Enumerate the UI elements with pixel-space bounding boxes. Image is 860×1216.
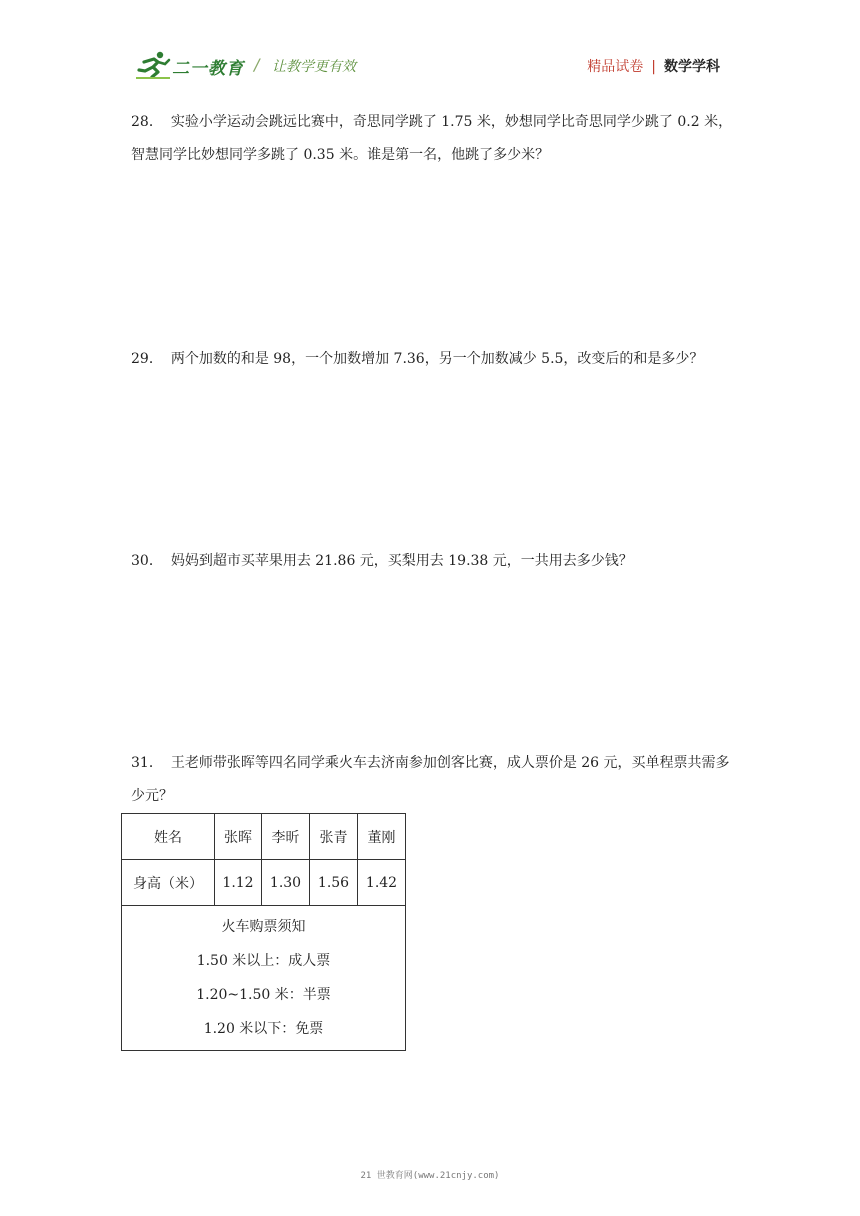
question-text: 王老师带张晖等四名同学乘火车去济南参加创客比赛，成人票价是 26 元，买单程票共需多少元？ bbox=[131, 755, 730, 804]
notice-title: 火车购票须知 bbox=[221, 919, 306, 935]
question-text: 妈妈到超市买苹果用去 21.86 元，买梨用去 19.38 元，一共用去多少钱？ bbox=[170, 553, 633, 569]
question-number: 30． bbox=[131, 553, 163, 569]
header-slash: / bbox=[254, 55, 260, 74]
logo-text: 二一教育 bbox=[172, 59, 244, 79]
question-number: 28． bbox=[131, 114, 163, 130]
header-right bbox=[587, 56, 720, 76]
logo bbox=[136, 50, 246, 80]
height-cell: 1.30 bbox=[262, 860, 310, 906]
slogan: 让教学更有效 bbox=[272, 59, 356, 75]
table-row bbox=[122, 860, 406, 906]
question-28 bbox=[131, 106, 743, 172]
name-header-cell: 姓名 bbox=[122, 814, 215, 860]
notice-line: 1.20 米以下：免票 bbox=[203, 1021, 324, 1037]
height-header-cell: 身高（米） bbox=[122, 860, 215, 906]
height-cell: 1.12 bbox=[215, 860, 262, 906]
page-footer: 21 世教育网(www.21cnjy.com) bbox=[360, 1171, 500, 1181]
question-30 bbox=[131, 545, 743, 578]
runner-icon bbox=[136, 50, 172, 80]
height-table bbox=[121, 813, 406, 1051]
question-text: 两个加数的和是 98，一个加数增加 7.36，另一个加数减少 5.5，改变后的和是多少？ bbox=[170, 351, 704, 367]
name-cell: 李昕 bbox=[262, 814, 310, 860]
notice-line: 1.50 米以上：成人票 bbox=[196, 953, 331, 969]
height-cell: 1.42 bbox=[358, 860, 406, 906]
ticket-notice-cell bbox=[122, 906, 406, 1051]
table-row bbox=[122, 906, 406, 1051]
question-text: 实验小学运动会跳远比赛中，奇思同学跳了 1.75 米，妙想同学比奇思同学少跳了 0.2 米，智慧同学比妙想同学多跳了 0.35 米。谁是第一名，他跳了多少米？ bbox=[131, 114, 733, 163]
height-cell: 1.56 bbox=[310, 860, 358, 906]
notice-line: 1.20~1.50 米：半票 bbox=[196, 987, 331, 1003]
page-header bbox=[136, 50, 720, 80]
question-29 bbox=[131, 343, 743, 376]
header-separator: | bbox=[651, 59, 656, 75]
name-cell: 张青 bbox=[310, 814, 358, 860]
question-number: 29． bbox=[131, 351, 163, 367]
name-cell: 董刚 bbox=[358, 814, 406, 860]
name-cell: 张晖 bbox=[215, 814, 262, 860]
subject-label: 数学学科 bbox=[664, 59, 720, 75]
question-31 bbox=[131, 747, 743, 813]
table-row bbox=[122, 814, 406, 860]
paper-label: 精品试卷 bbox=[587, 59, 644, 75]
question-number: 31． bbox=[131, 755, 163, 771]
